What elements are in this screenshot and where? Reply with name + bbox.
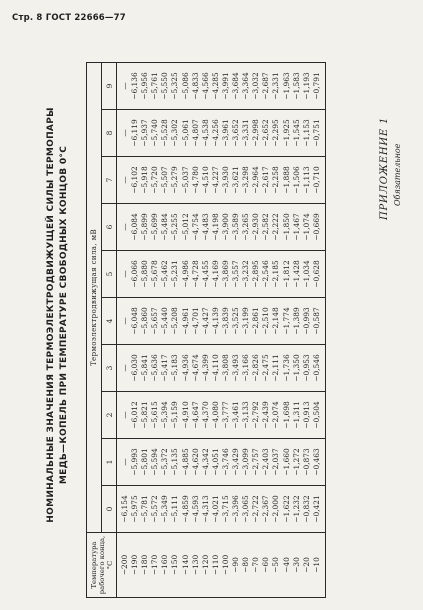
emf-value-cell: −2,475 [261,345,271,392]
emf-value-cell: −0,421 [312,486,326,533]
emf-value-cell: — [117,298,131,345]
emf-value-cell: −2,826 [251,345,261,392]
emf-value-cell: −4,647 [191,392,201,439]
column-header: 7 [102,157,117,204]
emf-value-cell: −2,998 [251,110,261,157]
row-header: Температура рабочего конца, °С [87,533,117,598]
column-header: 4 [102,298,117,345]
emf-value-cell: −1,153 [302,110,312,157]
emf-value-cell: −5,993 [130,439,140,486]
emf-value-cell: −4,885 [181,439,191,486]
emf-value-cell: −5,572 [150,486,160,533]
emf-value-cell: −2,792 [251,392,261,439]
emf-value-cell: −4,936 [181,345,191,392]
emf-value-cell: −3,396 [231,486,241,533]
emf-value-cell: −5,417 [160,345,170,392]
table-row [130,63,140,598]
emf-value-cell: −0,669 [312,204,326,251]
emf-value-cell: −0,587 [312,298,326,345]
appendix-title: ПРИЛОЖЕНИЕ 1 [379,116,390,220]
temperature-cell: −80 [241,533,251,598]
emf-value-cell: −3,991 [221,63,231,110]
emf-value-cell: −1,545 [292,110,302,157]
emf-value-cell: −4,674 [191,345,201,392]
temperature-cell: −100 [221,533,231,598]
emf-value-cell: −2,652 [261,110,271,157]
emf-value-cell: −3,032 [251,63,261,110]
temperature-cell: −60 [261,533,271,598]
emf-value-cell: −3,429 [231,439,241,486]
emf-table [86,62,326,598]
emf-value-cell: −1,698 [282,392,292,439]
emf-value-cell: −5,325 [170,63,180,110]
emf-value-cell: −4,483 [201,204,211,251]
temperature-cell: −170 [150,533,160,598]
emf-value-cell: −2,861 [251,298,261,345]
emf-value-cell: — [117,204,131,251]
emf-value-cell: −0,504 [312,392,326,439]
emf-value-cell: −1,428 [292,251,302,298]
emf-value-cell: −5,061 [181,110,191,157]
temperature-cell: −40 [282,533,292,598]
temperature-cell: −190 [130,533,140,598]
emf-value-cell: −3,493 [231,345,241,392]
emf-value-cell: −5,720 [150,157,160,204]
emf-value-cell: −4,986 [181,251,191,298]
temperature-cell: −160 [160,533,170,598]
emf-value-cell: −4,961 [181,298,191,345]
emf-value-cell: −4,285 [211,63,221,110]
emf-value-cell: −5,615 [150,392,160,439]
emf-value-cell: −4,198 [211,204,221,251]
emf-value-cell: −3,461 [231,392,241,439]
emf-value-cell: −1,074 [302,204,312,251]
table-row [191,63,201,598]
emf-value-cell: −1,389 [292,298,302,345]
emf-value-cell: −2,222 [271,204,281,251]
emf-value-cell: −3,621 [231,157,241,204]
emf-value-cell: −4,455 [201,251,211,298]
emf-value-cell: −2,582 [261,204,271,251]
emf-value-cell: −5,012 [181,204,191,251]
column-header: 3 [102,345,117,392]
emf-value-cell: −3,232 [241,251,251,298]
emf-value-cell: — [117,110,131,157]
emf-value-cell: −5,841 [140,345,150,392]
emf-value-cell: −5,231 [170,251,180,298]
emf-value-cell: −5,657 [150,298,160,345]
emf-value-cell: −3,777 [221,392,231,439]
emf-value-cell: −5,636 [150,345,160,392]
emf-value-cell: −2,403 [261,439,271,486]
emf-value-cell: −5,918 [140,157,150,204]
emf-value-cell: −3,652 [231,110,241,157]
emf-value-cell: −5,372 [160,439,170,486]
emf-value-cell: −6,048 [130,298,140,345]
emf-value-cell: −2,331 [271,63,281,110]
emf-value-cell: −5,111 [170,486,180,533]
temperature-cell: −120 [201,533,211,598]
emf-value-cell: −0,751 [312,110,326,157]
emf-value-cell: −3,715 [221,486,231,533]
emf-value-cell: −3,684 [231,63,241,110]
emf-value-cell: −2,000 [271,486,281,533]
emf-value-cell: −1,311 [292,392,302,439]
emf-value-cell: −1,034 [302,251,312,298]
emf-value-cell: −1,113 [302,157,312,204]
column-header: 9 [102,63,117,110]
emf-value-cell: −5,956 [140,63,150,110]
emf-value-cell: −6,012 [130,392,140,439]
emf-value-cell: −4,370 [201,392,211,439]
table-row [150,63,160,598]
emf-value-cell: −2,037 [271,439,281,486]
emf-value-cell: −4,859 [181,486,191,533]
rotated-content [0,40,408,600]
emf-value-cell: −4,313 [201,486,211,533]
emf-value-cell: −6,084 [130,204,140,251]
title-line-1: НОМИНАЛЬНЫЕ ЗНАЧЕНИЯ ТЕРМОЭЛЕКТРОДВИЖУЩЕЙ СИЛЫ ТЕРМОПАРЫ [46,107,56,523]
emf-value-cell: −3,133 [241,392,251,439]
emf-value-cell: −2,510 [261,298,271,345]
emf-value-cell: −0,546 [312,345,326,392]
temperature-cell: −200 [117,533,131,598]
emf-value-cell: −2,367 [261,486,271,533]
emf-value-cell: −3,199 [241,298,251,345]
emf-value-cell: −5,440 [160,298,170,345]
emf-value-cell: −3,900 [221,204,231,251]
emf-value-cell: −5,761 [150,63,160,110]
emf-value-cell: −1,583 [292,63,302,110]
emf-value-cell: — [117,345,131,392]
emf-value-cell: −4,227 [211,157,221,204]
emf-value-cell: −4,110 [211,345,221,392]
emf-value-cell: −5,975 [130,486,140,533]
temperature-cell: −10 [312,533,326,598]
emf-value-cell: −5,860 [140,298,150,345]
emf-value-cell: −4,566 [201,63,211,110]
emf-value-cell: −2,148 [271,298,281,345]
emf-value-cell: −1,232 [292,486,302,533]
emf-value-cell: −4,780 [191,157,201,204]
emf-value-cell: −3,839 [221,298,231,345]
emf-value-cell: −3,961 [221,110,231,157]
emf-value-cell: −5,550 [160,63,170,110]
emf-value-cell: −5,349 [160,486,170,533]
emf-value-cell: −5,528 [160,110,170,157]
emf-value-cell: −0,628 [312,251,326,298]
emf-value-cell: −1,812 [282,251,292,298]
temperature-cell: −150 [170,533,180,598]
temperature-cell: −90 [231,533,241,598]
table-row [170,63,180,598]
emf-value-cell: −5,594 [150,439,160,486]
emf-value-cell: −1,963 [282,63,292,110]
table-title [45,50,71,580]
emf-value-cell: −5,740 [150,110,160,157]
table-row [211,63,221,598]
emf-value-cell: −5,801 [140,439,150,486]
emf-value-cell: −4,593 [191,486,201,533]
emf-value-cell: −4,139 [211,298,221,345]
table-row [251,63,261,598]
appendix-subtitle: Обязательное [393,143,402,206]
emf-value-cell: −0,873 [302,439,312,486]
emf-value-cell: −3,869 [221,251,231,298]
emf-value-cell: — [117,63,131,110]
column-group-header: Термоэлектродвижущая сила, мВ [87,63,102,533]
emf-value-cell: −2,111 [271,345,281,392]
emf-value-cell: — [117,157,131,204]
emf-value-cell: −4,427 [201,298,211,345]
emf-value-cell: −3,557 [231,251,241,298]
emf-value-cell: −3,065 [241,486,251,533]
temperature-cell: −140 [181,533,191,598]
table-row [302,63,312,598]
page-header: Стр. 8 ГОСТ 22666—77 [12,13,126,23]
emf-value-cell: −0,913 [302,392,312,439]
emf-value-cell: −5,781 [140,486,150,533]
emf-value-cell: −2,930 [251,204,261,251]
emf-value-cell: −3,525 [231,298,241,345]
emf-value-cell: −1,467 [292,204,302,251]
temperature-cell: −50 [271,533,281,598]
emf-value-cell: −4,256 [211,110,221,157]
emf-value-cell: −2,185 [271,251,281,298]
column-header: 2 [102,392,117,439]
emf-value-cell: −4,538 [201,110,211,157]
emf-value-cell: −1,193 [302,63,312,110]
emf-value-cell: −4,833 [191,63,201,110]
table-row [292,63,302,598]
emf-value-cell: −6,066 [130,251,140,298]
emf-value-cell: −2,439 [261,392,271,439]
emf-value-cell: −4,342 [201,439,211,486]
emf-value-cell: −3,808 [221,345,231,392]
emf-value-cell: −3,099 [241,439,251,486]
emf-value-cell: −4,510 [201,157,211,204]
emf-value-cell: −3,298 [241,157,251,204]
emf-value-cell: −5,678 [150,251,160,298]
emf-value-cell: −4,051 [211,439,221,486]
emf-value-cell: −2,258 [271,157,281,204]
emf-value-cell: −5,880 [140,251,150,298]
emf-value-cell: −4,169 [211,251,221,298]
emf-value-cell: −4,754 [191,204,201,251]
emf-value-cell: −1,660 [282,439,292,486]
emf-value-cell: −6,102 [130,157,140,204]
emf-value-cell: −2,074 [271,392,281,439]
table-row [117,63,131,598]
emf-value-cell: −3,746 [221,439,231,486]
emf-value-cell: −5,183 [170,345,180,392]
column-header: 5 [102,251,117,298]
temperature-cell: −30 [292,533,302,598]
emf-value-cell: −2,895 [251,251,261,298]
emf-value-cell: −1,774 [282,298,292,345]
emf-value-cell: −1,272 [292,439,302,486]
emf-value-cell: −6,030 [130,345,140,392]
emf-value-cell: −4,080 [211,392,221,439]
emf-value-cell: −1,850 [282,204,292,251]
emf-value-cell: −6,136 [130,63,140,110]
emf-value-cell: −4,021 [211,486,221,533]
emf-value-cell: −1,506 [292,157,302,204]
emf-value-cell: −5,484 [160,204,170,251]
emf-value-cell: −2,546 [261,251,271,298]
emf-value-cell: −0,463 [312,439,326,486]
emf-value-cell: −1,925 [282,110,292,157]
table-row [261,63,271,598]
emf-value-cell: −5,135 [170,439,180,486]
table-row [231,63,241,598]
table-row [221,63,231,598]
title-line-2: МЕДЬ—КОПЕЛЬ ПРИ ТЕМПЕРАТУРЕ СВОБОДНЫХ КОНЦОВ 0°С [59,145,69,485]
emf-value-cell: −1,736 [282,345,292,392]
emf-value-cell: −5,821 [140,392,150,439]
emf-value-cell: −3,265 [241,204,251,251]
emf-value-cell: −2,295 [271,110,281,157]
emf-value-cell: −3,331 [241,110,251,157]
emf-value-cell: −5,899 [140,204,150,251]
column-header: 1 [102,439,117,486]
table-row [271,63,281,598]
emf-value-cell: −5,937 [140,110,150,157]
emf-value-cell: −4,399 [201,345,211,392]
table-row [201,63,211,598]
emf-value-cell: −2,617 [261,157,271,204]
emf-value-cell: −1,622 [282,486,292,533]
emf-value-cell: −2,722 [251,486,261,533]
temperature-cell: −130 [191,533,201,598]
emf-value-cell: −1,888 [282,157,292,204]
emf-value-cell: −1,350 [292,345,302,392]
table-row [140,63,150,598]
table-row [282,63,292,598]
emf-value-cell: −5,037 [181,157,191,204]
emf-value-cell: −4,910 [181,392,191,439]
emf-value-cell: −2,964 [251,157,261,204]
emf-value-cell: −5,462 [160,251,170,298]
temperature-cell: −70 [251,533,261,598]
emf-value-cell: −3,166 [241,345,251,392]
emf-value-cell: −4,807 [191,110,201,157]
emf-value-cell: −5,086 [181,63,191,110]
emf-value-cell: −4,728 [191,251,201,298]
emf-value-cell: −2,757 [251,439,261,486]
table-row [312,63,326,598]
emf-value-cell: — [117,439,131,486]
emf-value-cell: — [117,392,131,439]
column-header: 0 [102,486,117,533]
emf-value-cell: −3,930 [221,157,231,204]
emf-value-cell: — [117,251,131,298]
table-row [181,63,191,598]
emf-value-cell: −5,394 [160,392,170,439]
emf-value-cell: −2,687 [261,63,271,110]
temperature-cell: −180 [140,533,150,598]
emf-value-cell: −4,620 [191,439,201,486]
emf-value-cell: −0,993 [302,298,312,345]
emf-value-cell: −5,279 [170,157,180,204]
emf-value-cell: −5,208 [170,298,180,345]
emf-value-cell: −3,364 [241,63,251,110]
emf-value-cell: −5,507 [160,157,170,204]
emf-value-cell: −6,119 [130,110,140,157]
emf-value-cell: −5,255 [170,204,180,251]
column-header: 6 [102,204,117,251]
emf-value-cell: −3,589 [231,204,241,251]
table-row [160,63,170,598]
emf-value-cell: −5,159 [170,392,180,439]
temperature-cell: −20 [302,533,312,598]
emf-value-cell: −5,699 [150,204,160,251]
emf-value-cell: −0,710 [312,157,326,204]
emf-value-cell: −0,953 [302,345,312,392]
emf-value-cell: −0,791 [312,63,326,110]
emf-value-cell: −0,832 [302,486,312,533]
emf-value-cell: −5,302 [170,110,180,157]
column-header: 8 [102,110,117,157]
table-row [241,63,251,598]
temperature-cell: −110 [211,533,221,598]
emf-value-cell: −4,701 [191,298,201,345]
emf-value-cell: −6,154 [117,486,131,533]
